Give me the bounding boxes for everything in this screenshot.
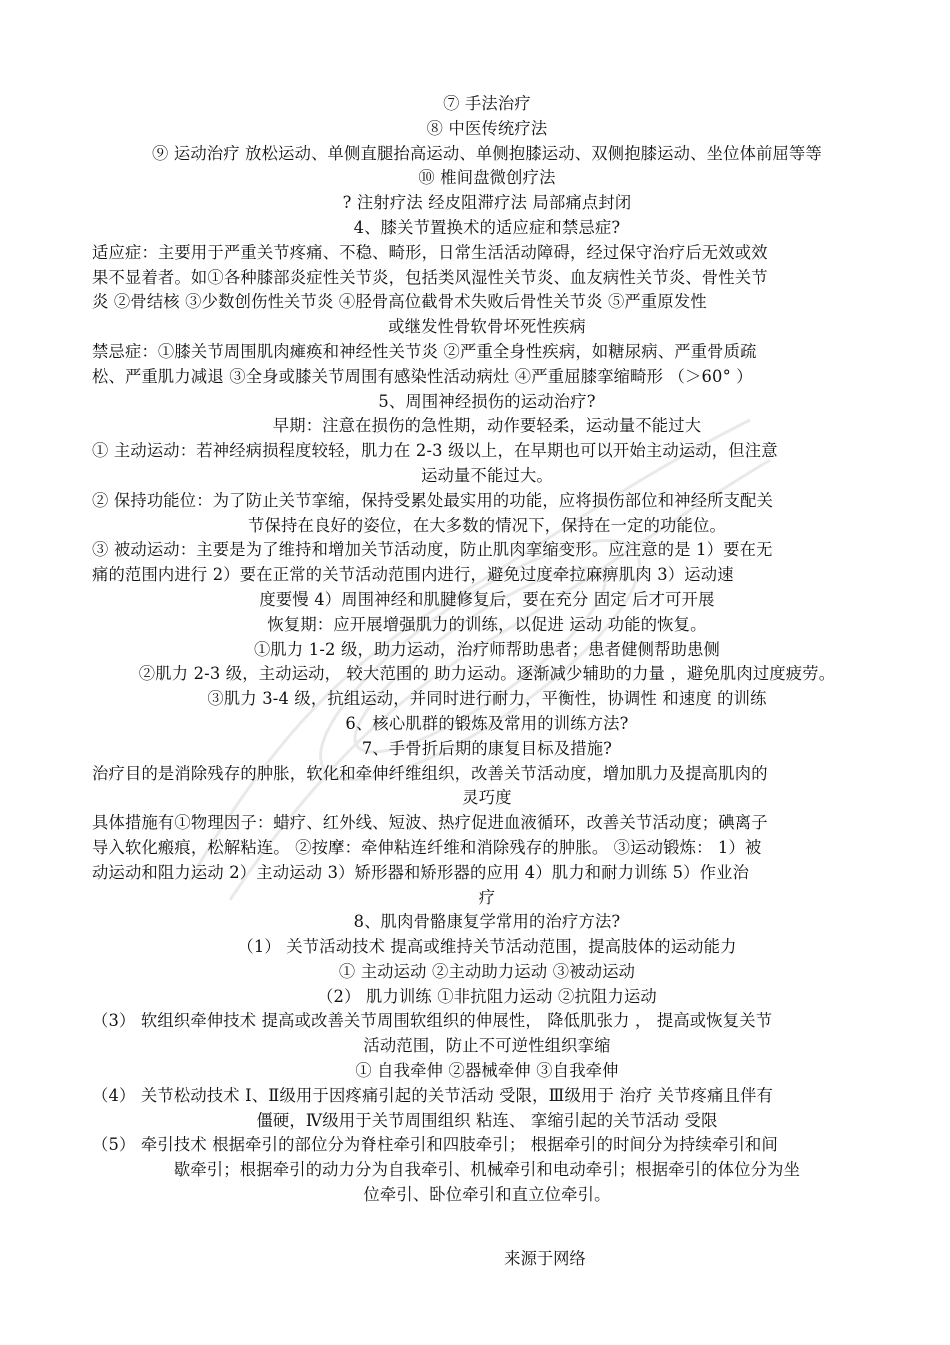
text-line: （5） 牵引技术 根据牵引的部位分为脊柱牵引和四肢牵引； 根据牵引的时间分为持续牵引和间 <box>92 1135 778 1155</box>
text-line: 6、核心肌群的锻炼及常用的训练方法? <box>345 713 629 733</box>
text-line: 导入软化瘢痕，松解粘连。 ②按摩：牵伸粘连纤维和消除残存的肿胀。 ③运动锻炼： 1）被 <box>92 837 762 857</box>
text-line: 果不显着者。如①各种膝部炎症性关节炎，包括类风湿性关节炎、血友病性关节炎、骨性关节 <box>92 267 768 287</box>
text-line: （1） 关节活动技术 提高或维持关节活动范围，提高肢体的运动能力 <box>237 937 737 957</box>
text-line: 痛的范围内进行 2）要在正常的关节活动范围内进行，避免过度牵拉麻痹肌肉 3）运动速 <box>92 565 734 585</box>
text-line: ③ 被动运动：主要是为了维持和增加关节活动度，防止肌肉挛缩变形。应注意的是 1）要在无 <box>92 540 773 560</box>
text-line: 或继发性骨软骨坏死性疾病 <box>388 317 586 337</box>
text-line: ⑩ 椎间盘微创疗法 <box>418 168 556 188</box>
text-line: （4） 关节松动技术 Ⅰ、Ⅱ级用于因疼痛引起的关节活动 受限，Ⅲ级用于 治疗 关节疼痛且伴有 <box>92 1085 774 1105</box>
text-line: ? 注射疗法 经皮阻滞疗法 局部痛点封闭 <box>342 193 632 213</box>
text-line: ⑧ 中医传统疗法 <box>426 118 548 138</box>
text-line: 度要慢 4）周围神经和肌腱修复后，要在充分 固定 后才可开展 <box>259 589 715 609</box>
text-line: ⑨ 运动治疗 放松运动、单侧直腿抬高运动、单侧抱膝运动、双侧抱膝运动、坐位体前屈等等 <box>151 143 822 163</box>
text-line: ①肌力 1-2 级，助力运动，治疗师帮助患者；患者健侧帮助患侧 <box>253 639 721 659</box>
text-line: 炎 ②骨结核 ③少数创伤性关节炎 ④胫骨高位截骨术失败后骨性关节炎 ⑤严重原发性 <box>92 292 707 312</box>
text-line: 早期：注意在损伤的急性期，动作要轻柔，运动量不能过大 <box>272 416 702 436</box>
text-line: ②肌力 2-3 级，主动运动， 较大范围的 助力运动。逐渐减少辅助的力量 ，避免肌肉过度疲劳。 <box>138 664 836 684</box>
text-line: ⑦ 手法治疗 <box>443 94 531 113</box>
text-line: 位牵引、卧位牵引和直立位牵引。 <box>363 1185 611 1205</box>
text-line: 灵巧度 <box>462 788 512 808</box>
text-line: 疗 <box>478 887 496 907</box>
text-line: 活动范围，防止不可逆性组织挛缩 <box>363 1036 611 1056</box>
text-line: （2） 肌力训练 ①非抗阻力运动 ②抗阻力运动 <box>317 986 657 1006</box>
text-line: 4、膝关节置换术的适应症和禁忌症? <box>353 217 621 237</box>
text-line: ② 保持功能位：为了防止关节挛缩，保持受累处最实用的功能，应将损伤部位和神经所支配关 <box>92 490 774 510</box>
document-body <box>92 92 882 1208</box>
text-line: 动运动和阻力运动 2）主动运动 3）矫形器和矫形器的应用 4）肌力和耐力训练 5）作业治 <box>92 862 750 882</box>
text-line: 节保持在良好的姿位，在大多数的情况下，保持在一定的功能位。 <box>248 515 726 535</box>
text-line: 僵硬，Ⅳ级用于关节周围组织 粘连、 挛缩引起的关节活动 受限 <box>256 1110 718 1130</box>
text-line: 治疗目的是消除残存的肿胀，软化和牵伸纤维组织，改善关节活动度，增加肌力及提高肌肉的 <box>92 763 768 783</box>
text-line: 适应症：主要用于严重关节疼痛、不稳、畸形，日常生活活动障碍，经过保守治疗后无效或效 <box>92 242 768 262</box>
text-line: 5、周围神经损伤的运动治疗? <box>378 391 596 411</box>
text-line: 歇牵引；根据牵引的动力分为自我牵引、机械牵引和电动牵引；根据牵引的体位分为坐 <box>173 1160 801 1180</box>
text-line: 禁忌症：①膝关节周围肌肉瘫痪和神经性关节炎 ②严重全身性疾病，如糖尿病、严重骨质疏 <box>92 341 757 361</box>
text-line: 8、肌肉骨骼康复学常用的治疗方法? <box>353 912 621 932</box>
text-line: ① 主动运动：若神经病损程度较轻，肌力在 2-3 级以上，在早期也可以开始主动运动，但注意 <box>92 441 778 461</box>
text-line: ① 主动运动 ②主动助力运动 ③被动运动 <box>338 961 636 981</box>
text-line: 松、严重肌力减退 ③全身或膝关节周围有感染性活动病灶 ④严重屈膝挛缩畸形 （＞60° ） <box>92 366 753 386</box>
text-line: 具体措施有①物理因子：蜡疗、红外线、短波、热疗促进血液循环，改善关节活动度；碘离子 <box>92 813 768 833</box>
text-line: ③肌力 3-4 级，抗组运动，并同时进行耐力，平衡性，协调性 和速度 的训练 <box>207 689 767 709</box>
text-line: （3） 软组织牵伸技术 提高或改善关节周围软组织的伸展性， 降低肌张力 ， 提高或恢复关节 <box>92 1011 773 1031</box>
text-line: ① 自我牵伸 ②器械牵伸 ③自我牵伸 <box>355 1061 619 1081</box>
text-line: 7、手骨折后期的康复目标及措施? <box>361 738 613 758</box>
text-line: 运动量不能过大。 <box>421 465 553 485</box>
footer-source: 来源于网络 <box>504 1249 586 1268</box>
text-line: 恢复期：应开展增强肌力的训练，以促进 运动 功能的恢复。 <box>267 614 707 634</box>
